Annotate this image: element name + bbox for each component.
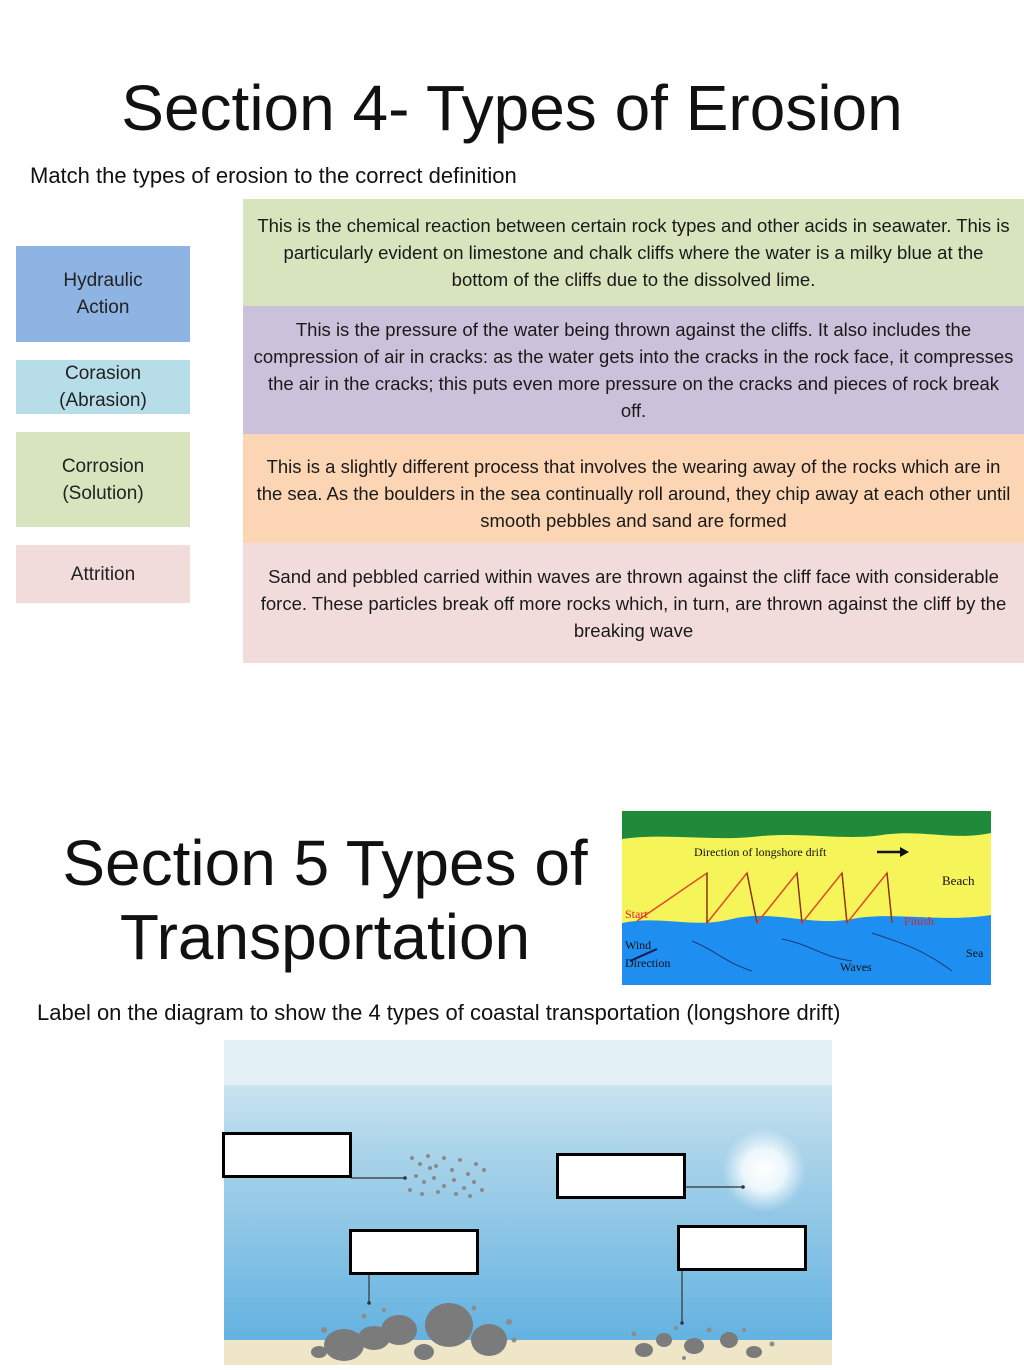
term-corrosion[interactable]: [16, 432, 190, 527]
definition-chemical-reaction[interactable]: [243, 199, 1024, 306]
drift-wind-label: Wind: [625, 938, 652, 952]
term-label: Hydraulic Action: [63, 270, 143, 318]
section4-title: Section 4- Types of Erosion: [121, 72, 903, 144]
definition-text: This is a slightly different process that involves the wearing away of the rocks which are in the sea. As the boulders in the sea continually roll around, they chip away at each other until smooth pebbles and sand are formed: [256, 456, 1011, 531]
drift-heading: Direction of longshore drift: [694, 845, 827, 859]
drift-waves-label: Waves: [840, 960, 872, 974]
definition-sand-pebbles[interactable]: [243, 543, 1024, 663]
drift-sea-label: Sea: [966, 946, 984, 960]
definition-rocks-wearing[interactable]: [243, 434, 1024, 543]
definition-text: This is the chemical reaction between certain rock types and other acids in seawater. This is particularly evident on limestone and chalk cliffs where the water is a milky blue at the bottom of the cliffs due to the dissolved lime.: [257, 215, 1010, 290]
term-corasion[interactable]: [16, 360, 190, 414]
drift-beach-label: Beach: [942, 873, 975, 888]
term-hydraulic-action[interactable]: [16, 246, 190, 342]
term-label: Attrition: [70, 563, 136, 585]
drift-finish-label: Finish: [904, 914, 935, 928]
definition-text: This is the pressure of the water being thrown against the cliffs. It also includes the compression of air in cracks: as the water gets into the cracks in the rock face, it compresses the air in the cracks; this puts even more pressure on the cracks and pieces of rock break off.: [253, 319, 1014, 421]
term-label: Corrosion (Solution): [61, 455, 145, 504]
section5-instruction: Label on the diagram to show the 4 types of coastal transportation (longshore drift): [37, 1000, 841, 1025]
label-box-traction[interactable]: [349, 1229, 479, 1275]
section4-instruction: Match the types of erosion to the correct definition: [30, 163, 517, 188]
longshore-drift-diagram: [622, 811, 991, 985]
term-attrition[interactable]: [16, 545, 190, 603]
label-box-saltation[interactable]: [677, 1225, 807, 1271]
label-box-suspension[interactable]: [222, 1132, 352, 1178]
term-label: Corasion (Abrasion): [59, 363, 147, 411]
definition-text: Sand and pebbled carried within waves are thrown against the cliff face with considerable force. These particles break off more rocks which, in turn, are thrown against the cliff by the breaking wave: [260, 566, 1007, 641]
drift-direction-label: Direction: [625, 956, 671, 970]
drift-start-label: Start: [625, 907, 648, 921]
transportation-diagram: [224, 1040, 832, 1365]
label-box-solution[interactable]: [556, 1153, 686, 1199]
section5-title: Section 5 Types of Transportation: [62, 827, 588, 973]
definition-water-pressure[interactable]: [243, 306, 1024, 434]
